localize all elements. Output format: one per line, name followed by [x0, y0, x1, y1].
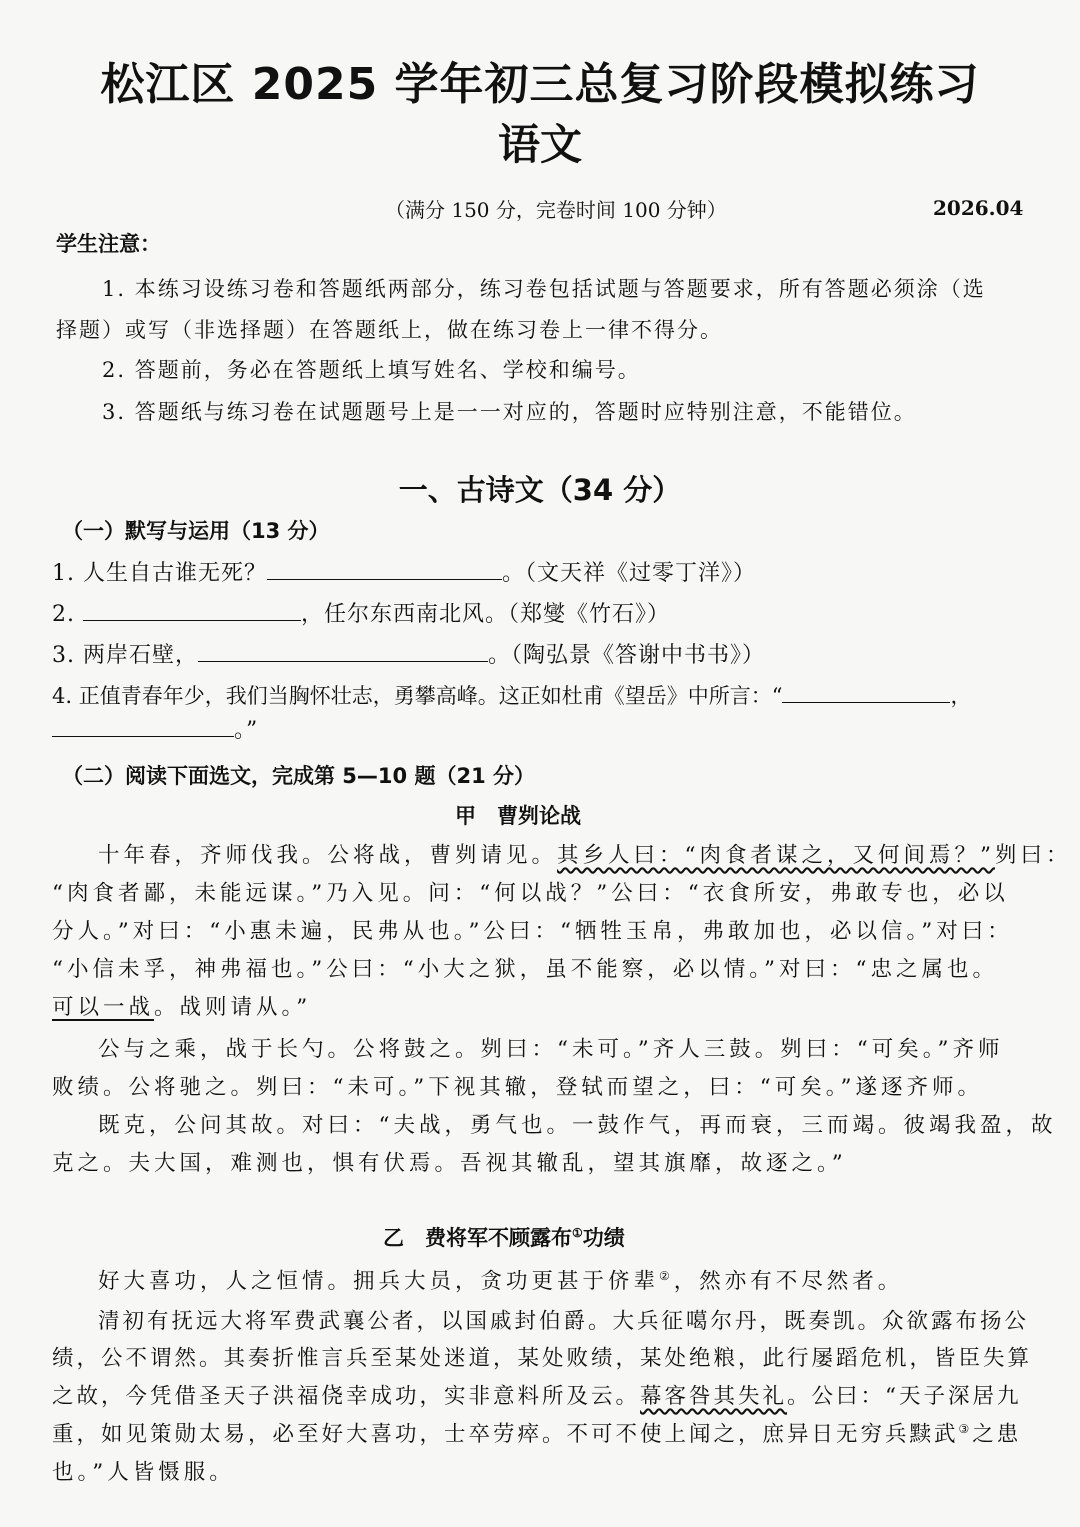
passage-a-line: “小信未孚，神弗福也。”公曰：“小大之狱，虽不能察，必以情。”对曰：“忠之属也。 — [52, 957, 998, 982]
part1-title: （一）默写与运用（13 分） — [62, 519, 330, 543]
passage-b-text: 重，如见策勋太易，必至好大喜功，士卒劳瘁。不可不使上闻之，庶异日无穷兵黩武 — [52, 1422, 959, 1447]
passage-a-text: 。战则请从。” — [154, 995, 312, 1020]
exam-meta: （满分 150 分，完卷时间 100 分钟） — [385, 198, 727, 222]
notice-item-1-cont: 择题）或写（非选择题）在答题纸上，做在练习卷上一律不得分。 — [56, 318, 723, 342]
passage-b-text: 之患 — [972, 1422, 1022, 1447]
passage-a-line — [52, 990, 311, 1021]
question-4-cont — [52, 712, 258, 744]
passage-b-line: 也。”人皆慑服。 — [52, 1460, 235, 1485]
question-1 — [52, 555, 756, 587]
q4-text: 4. 正值青春年少，我们当胸怀壮志，勇攀高峰。这正如杜甫《望岳》中所言：“ — [52, 684, 783, 708]
footnote-mark: ① — [572, 1226, 583, 1240]
passage-b-text: 之故，今凭借圣天子洪福侥幸成功，实非意料所及云。 — [52, 1384, 641, 1409]
q4-comma: ， — [950, 684, 972, 708]
underlined-sentence: 幕客咎其失礼 — [640, 1384, 788, 1409]
footnote-mark: ③ — [958, 1421, 973, 1436]
notice-item-3: 3. 答题纸与练习卷在试题题号上是一一对应的，答题时应特别注意，不能错位。 — [102, 400, 917, 424]
passage-a-line: 克之。夫大国，难测也，惧有伏焉。吾视其辙乱，望其旗靡，故逐之。” — [52, 1151, 847, 1176]
q2-blank[interactable] — [83, 596, 301, 621]
question-2 — [52, 596, 670, 628]
passage-b-line — [52, 1379, 1022, 1410]
subject-title: 语文 — [497, 120, 582, 169]
q1-source: 。（文天祥《过零丁洋》） — [501, 561, 756, 586]
notice-heading: 学生注意： — [56, 232, 161, 256]
passage-b-line — [52, 1417, 1021, 1448]
exam-date: 2026.04 — [933, 196, 1024, 220]
passage-b-text: ，然亦有不尽然者。 — [673, 1269, 904, 1294]
q2-text: ，任尔东西南北风。（郑燮《竹石》） — [301, 602, 671, 627]
passage-a-line: 既克，公问其故。对曰：“夫战，勇气也。一鼓作气，再而衰，三而竭。彼竭我盈，故 — [98, 1113, 1057, 1138]
passage-a-line: “肉食者鄙，未能远谋。”乃入见。问：“何以战？”公曰：“衣食所安，弗敢专也，必以 — [52, 881, 1009, 906]
notice-item-1: 1. 本练习设练习卷和答题纸两部分，练习卷包括试题与答题要求，所有答题必须涂（选 — [102, 277, 986, 301]
q4-blank-2[interactable] — [52, 712, 234, 737]
q4-blank-1[interactable] — [782, 678, 950, 703]
passage-a-line — [98, 838, 1072, 869]
passage-a-text: 刿曰： — [995, 843, 1072, 868]
passage-b-title — [383, 1222, 625, 1252]
question-3 — [52, 637, 765, 669]
passage-b-line — [98, 1264, 903, 1295]
section-title: 一、古诗文（34 分） — [398, 473, 682, 507]
footnote-mark: ② — [659, 1268, 674, 1283]
passage-b-text: 好大喜功，人之恒情。拥兵大员，贪功更甚于侪辈 — [98, 1269, 660, 1294]
q1-blank[interactable] — [267, 555, 502, 580]
passage-a-title: 甲 曹刿论战 — [455, 803, 581, 828]
underlined-sentence: 其乡人曰：“肉食者谋之，又何间焉？” — [557, 843, 996, 868]
passage-b-line: 清初有抚远大将军费武襄公者，以国戚封伯爵。大兵征噶尔丹，既奏凯。众欲露布扬公 — [98, 1309, 1030, 1334]
passage-a-line: 败绩。公将驰之。刿曰：“未可。”下视其辙，登轼而望之，曰：“可矣。”遂逐齐师。 — [52, 1075, 983, 1100]
exam-title: 松江区 2025 学年初三总复习阶段模拟练习 — [100, 59, 980, 110]
q4-end: 。” — [234, 718, 259, 743]
q1-text: 1. 人生自古谁无死？ — [52, 561, 267, 586]
passage-a-line: 公与之乘，战于长勺。公将鼓之。刿曰：“未可。”齐人三鼓。刿曰：“可矣。”齐师 — [98, 1037, 1004, 1062]
notice-item-2: 2. 答题前，务必在答题纸上填写姓名、学校和编号。 — [102, 358, 641, 382]
part2-title: （二）阅读下面选文，完成第 5—10 题（21 分） — [62, 764, 535, 788]
q2-num: 2. — [52, 602, 75, 627]
q3-blank[interactable] — [198, 637, 488, 662]
passage-b-text: 。公曰：“天子深居九 — [787, 1384, 1022, 1409]
underlined-phrase: 可以一战 — [52, 995, 155, 1020]
question-4 — [52, 678, 971, 710]
passage-a-line: 分人。”对曰：“小惠未遍，民弗从也。”公曰：“牺牲玉帛，弗敢加也，必以信。”对曰： — [52, 919, 1013, 944]
passage-b-line: 绩，公不谓然。其奏折惟言兵至某处迷道，某处败绩，某处绝粮，此行屡蹈危机，皆臣失算 — [52, 1346, 1033, 1371]
passage-a-text: 十年春，齐师伐我。公将战，曹刿请见。 — [98, 843, 558, 868]
q3-source: 。（陶弘景《答谢中书书》） — [487, 643, 765, 668]
q3-text: 3. 两岸石壁， — [52, 643, 198, 668]
passage-b-title-text: 功绩 — [582, 1225, 625, 1250]
passage-b-title-text: 乙 费将军不顾露布 — [383, 1225, 572, 1250]
